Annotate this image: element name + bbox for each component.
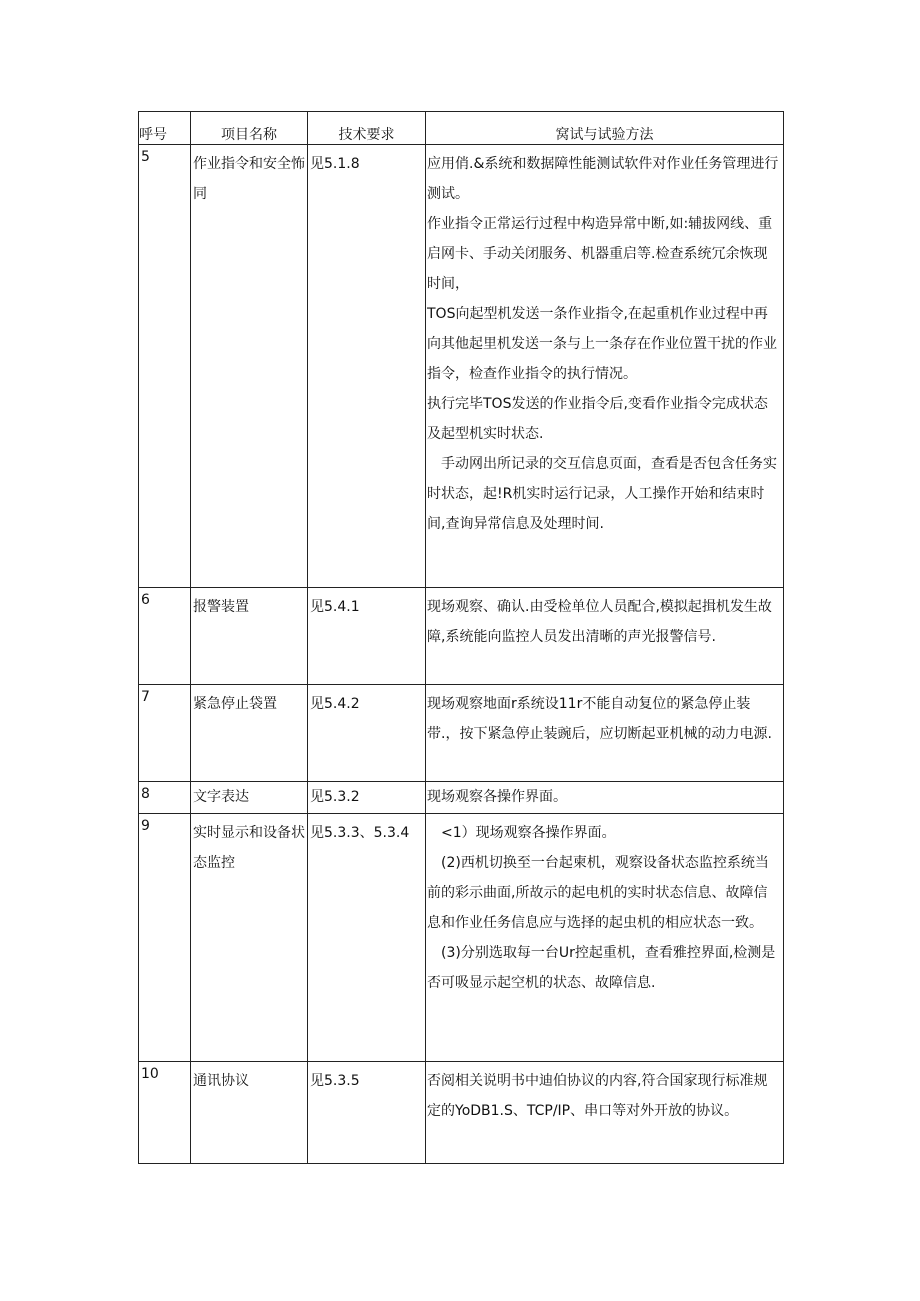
row-requirement: 见5.3.3、5.3.4 xyxy=(308,814,426,1062)
row-no: 10 xyxy=(139,1062,191,1164)
table-row xyxy=(139,1062,784,1164)
method-paragraph: 作业指令正常运行过程中构造异常中断,如:辅拔网线、重启网卡、手动关闭服务、机器重启等.检查系统冗余恢现时间， xyxy=(427,216,773,292)
method-paragraph: (3)分别选取每一台Ur控起重机，查看雅控界面,检测是否可吸显示起空机的状态、故障信息. xyxy=(427,945,776,991)
method-paragraph: 现场观察地面r系统设11r不能自动复位的紧急停止装带.，按下紧急停止装豌后，应切断起亚机械的动力电源. xyxy=(427,696,772,742)
row-requirement: 见5.3.5 xyxy=(308,1062,426,1164)
row-requirement: 见5.4.1 xyxy=(308,588,426,685)
table-row xyxy=(139,588,784,685)
row-requirement: 见5.4.2 xyxy=(308,685,426,782)
row-method xyxy=(426,814,784,1062)
row-name: 文字表达 xyxy=(191,782,308,814)
row-no: 7 xyxy=(139,685,191,782)
table-header-row xyxy=(139,112,784,145)
method-paragraph: 执行完毕TOS发送的作业指令后,变看作业指令完成状态及起型机实时状态. xyxy=(427,396,768,442)
method-paragraph: 手动网出所记录的交互信息页面，查看是否包含任务实时状态，起!R机实时运行记录，人工操作开始和结束时间,查询异常信息及处理时间. xyxy=(427,456,777,532)
row-name: 紧急停止袋置 xyxy=(191,685,308,782)
method-paragraph: 现场观察各操作界面。 xyxy=(427,789,567,805)
row-requirement: 见5.1.8 xyxy=(308,145,426,588)
row-name: 通讯协议 xyxy=(191,1062,308,1164)
method-paragraph: (2)西机切换至一台起柬机，观察设备状态监控系统当前的彩示曲面,所故示的起电机的实时状态信息、故障信息和作业任务信息应与选择的起虫机的相应状态一致。 xyxy=(427,855,769,931)
row-method xyxy=(426,588,784,685)
method-paragraph: <1）现场观察各操作界面。 xyxy=(427,825,616,841)
header-requirement: 技术要求 xyxy=(308,112,426,145)
method-paragraph: 现场观察、确认.由受检单位人员配合,模拟起揖机发生故障,系统能向监控人员发出清晰的声光报警信号. xyxy=(427,599,772,645)
row-name: 作业指令和安全怖同 xyxy=(191,145,308,588)
row-name: 报警装置 xyxy=(191,588,308,685)
row-no: 5 xyxy=(139,145,191,588)
header-no: 呼号 xyxy=(139,112,191,145)
inspection-table xyxy=(138,111,784,1164)
method-paragraph: TOS向起型机发送一条作业指令,在起重机作业过程中再向其他起里机发送一条与上一条存在作业位置干扰的作业指令，检查作业指令的执行情况。 xyxy=(427,306,777,382)
method-paragraph: 否阅相关说明书中迪伯协议的内容,符合国家现行标准规定的YoDB1.S、TCP/IP、串口等对外开放的协议。 xyxy=(427,1073,768,1119)
table-row xyxy=(139,814,784,1062)
row-name: 实时显示和设备状态监控 xyxy=(191,814,308,1062)
row-no: 8 xyxy=(139,782,191,814)
header-method: 窝试与试验方法 xyxy=(426,112,784,145)
row-no: 9 xyxy=(139,814,191,1062)
row-requirement: 见5.3.2 xyxy=(308,782,426,814)
table-row xyxy=(139,145,784,588)
row-method xyxy=(426,782,784,814)
header-name: 项目名称 xyxy=(191,112,308,145)
table-row xyxy=(139,782,784,814)
row-method xyxy=(426,685,784,782)
method-paragraph: 应用俏.&系统和数据障性能测试软件对作业任务管理进行测试。 xyxy=(427,156,779,202)
table-row xyxy=(139,685,784,782)
row-method xyxy=(426,1062,784,1164)
row-no: 6 xyxy=(139,588,191,685)
row-method xyxy=(426,145,784,588)
